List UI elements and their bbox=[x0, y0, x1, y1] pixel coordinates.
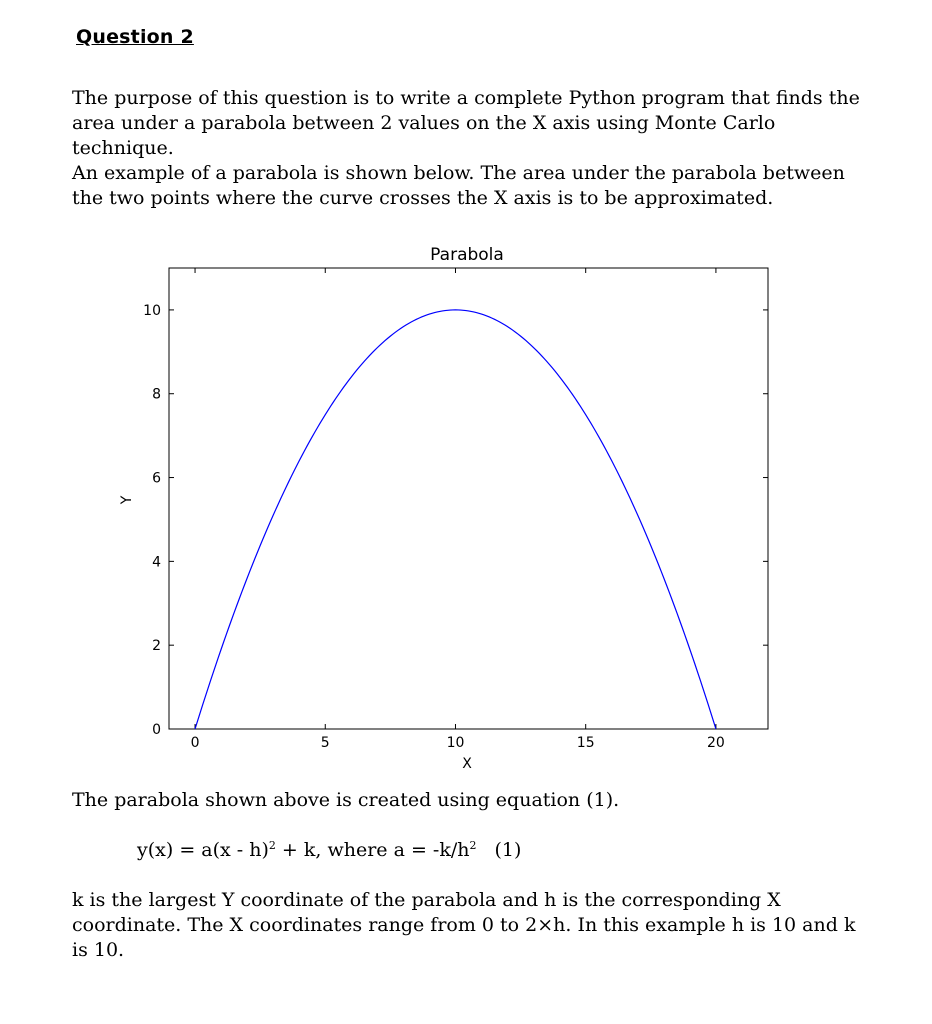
y-tick-label: 6 bbox=[152, 470, 161, 487]
x-tick-label: 20 bbox=[706, 735, 725, 751]
equation-text-1: y(x) = a(x - h) bbox=[137, 839, 269, 861]
explanation-paragraph: k is the largest Y coordinate of the parabola and h is the corresponding X coordinate. The X coordinates range from 0 to 2×h. In this example h is 10 and k is 10. bbox=[72, 889, 856, 961]
axis-tick-labels bbox=[143, 303, 725, 751]
equation-intro: The parabola shown above is created using equation (1). bbox=[72, 789, 620, 811]
equation-text-2: + k, where a = -k/h bbox=[275, 839, 470, 861]
axis-ticks bbox=[169, 268, 768, 729]
equation-exponent-1: 2 bbox=[268, 839, 276, 852]
plot-frame bbox=[169, 268, 768, 729]
y-tick-label: 2 bbox=[152, 638, 161, 655]
chart-title: Parabola bbox=[430, 245, 504, 265]
question-heading: Question 2 bbox=[76, 26, 194, 48]
y-tick-label: 4 bbox=[152, 554, 161, 571]
y-tick-label: 8 bbox=[152, 386, 161, 403]
intro-paragraph-1: The purpose of this question is to write a complete Python program that finds the area under a parabola between 2 values on the X axis using Monte Carlo technique. bbox=[72, 87, 860, 159]
parabola-curve bbox=[195, 310, 716, 729]
y-axis-label: Y bbox=[119, 495, 135, 505]
intro-paragraph-2: An example of a parabola is shown below. The area under the parabola between the two points where the curve crosses the X axis is to be approximated. bbox=[72, 162, 845, 209]
x-tick-label: 0 bbox=[190, 735, 200, 751]
equation-number: (1) bbox=[494, 839, 522, 861]
equation-line bbox=[137, 838, 737, 863]
y-tick-label: 0 bbox=[152, 722, 161, 738]
x-tick-label: 5 bbox=[320, 735, 330, 751]
x-tick-label: 10 bbox=[446, 735, 465, 751]
y-tick-label: 10 bbox=[143, 302, 161, 319]
parabola-chart bbox=[0, 236, 932, 781]
equation-exponent-2: 2 bbox=[469, 839, 477, 852]
x-tick-label: 15 bbox=[576, 735, 595, 751]
x-axis-label: X bbox=[462, 756, 472, 772]
